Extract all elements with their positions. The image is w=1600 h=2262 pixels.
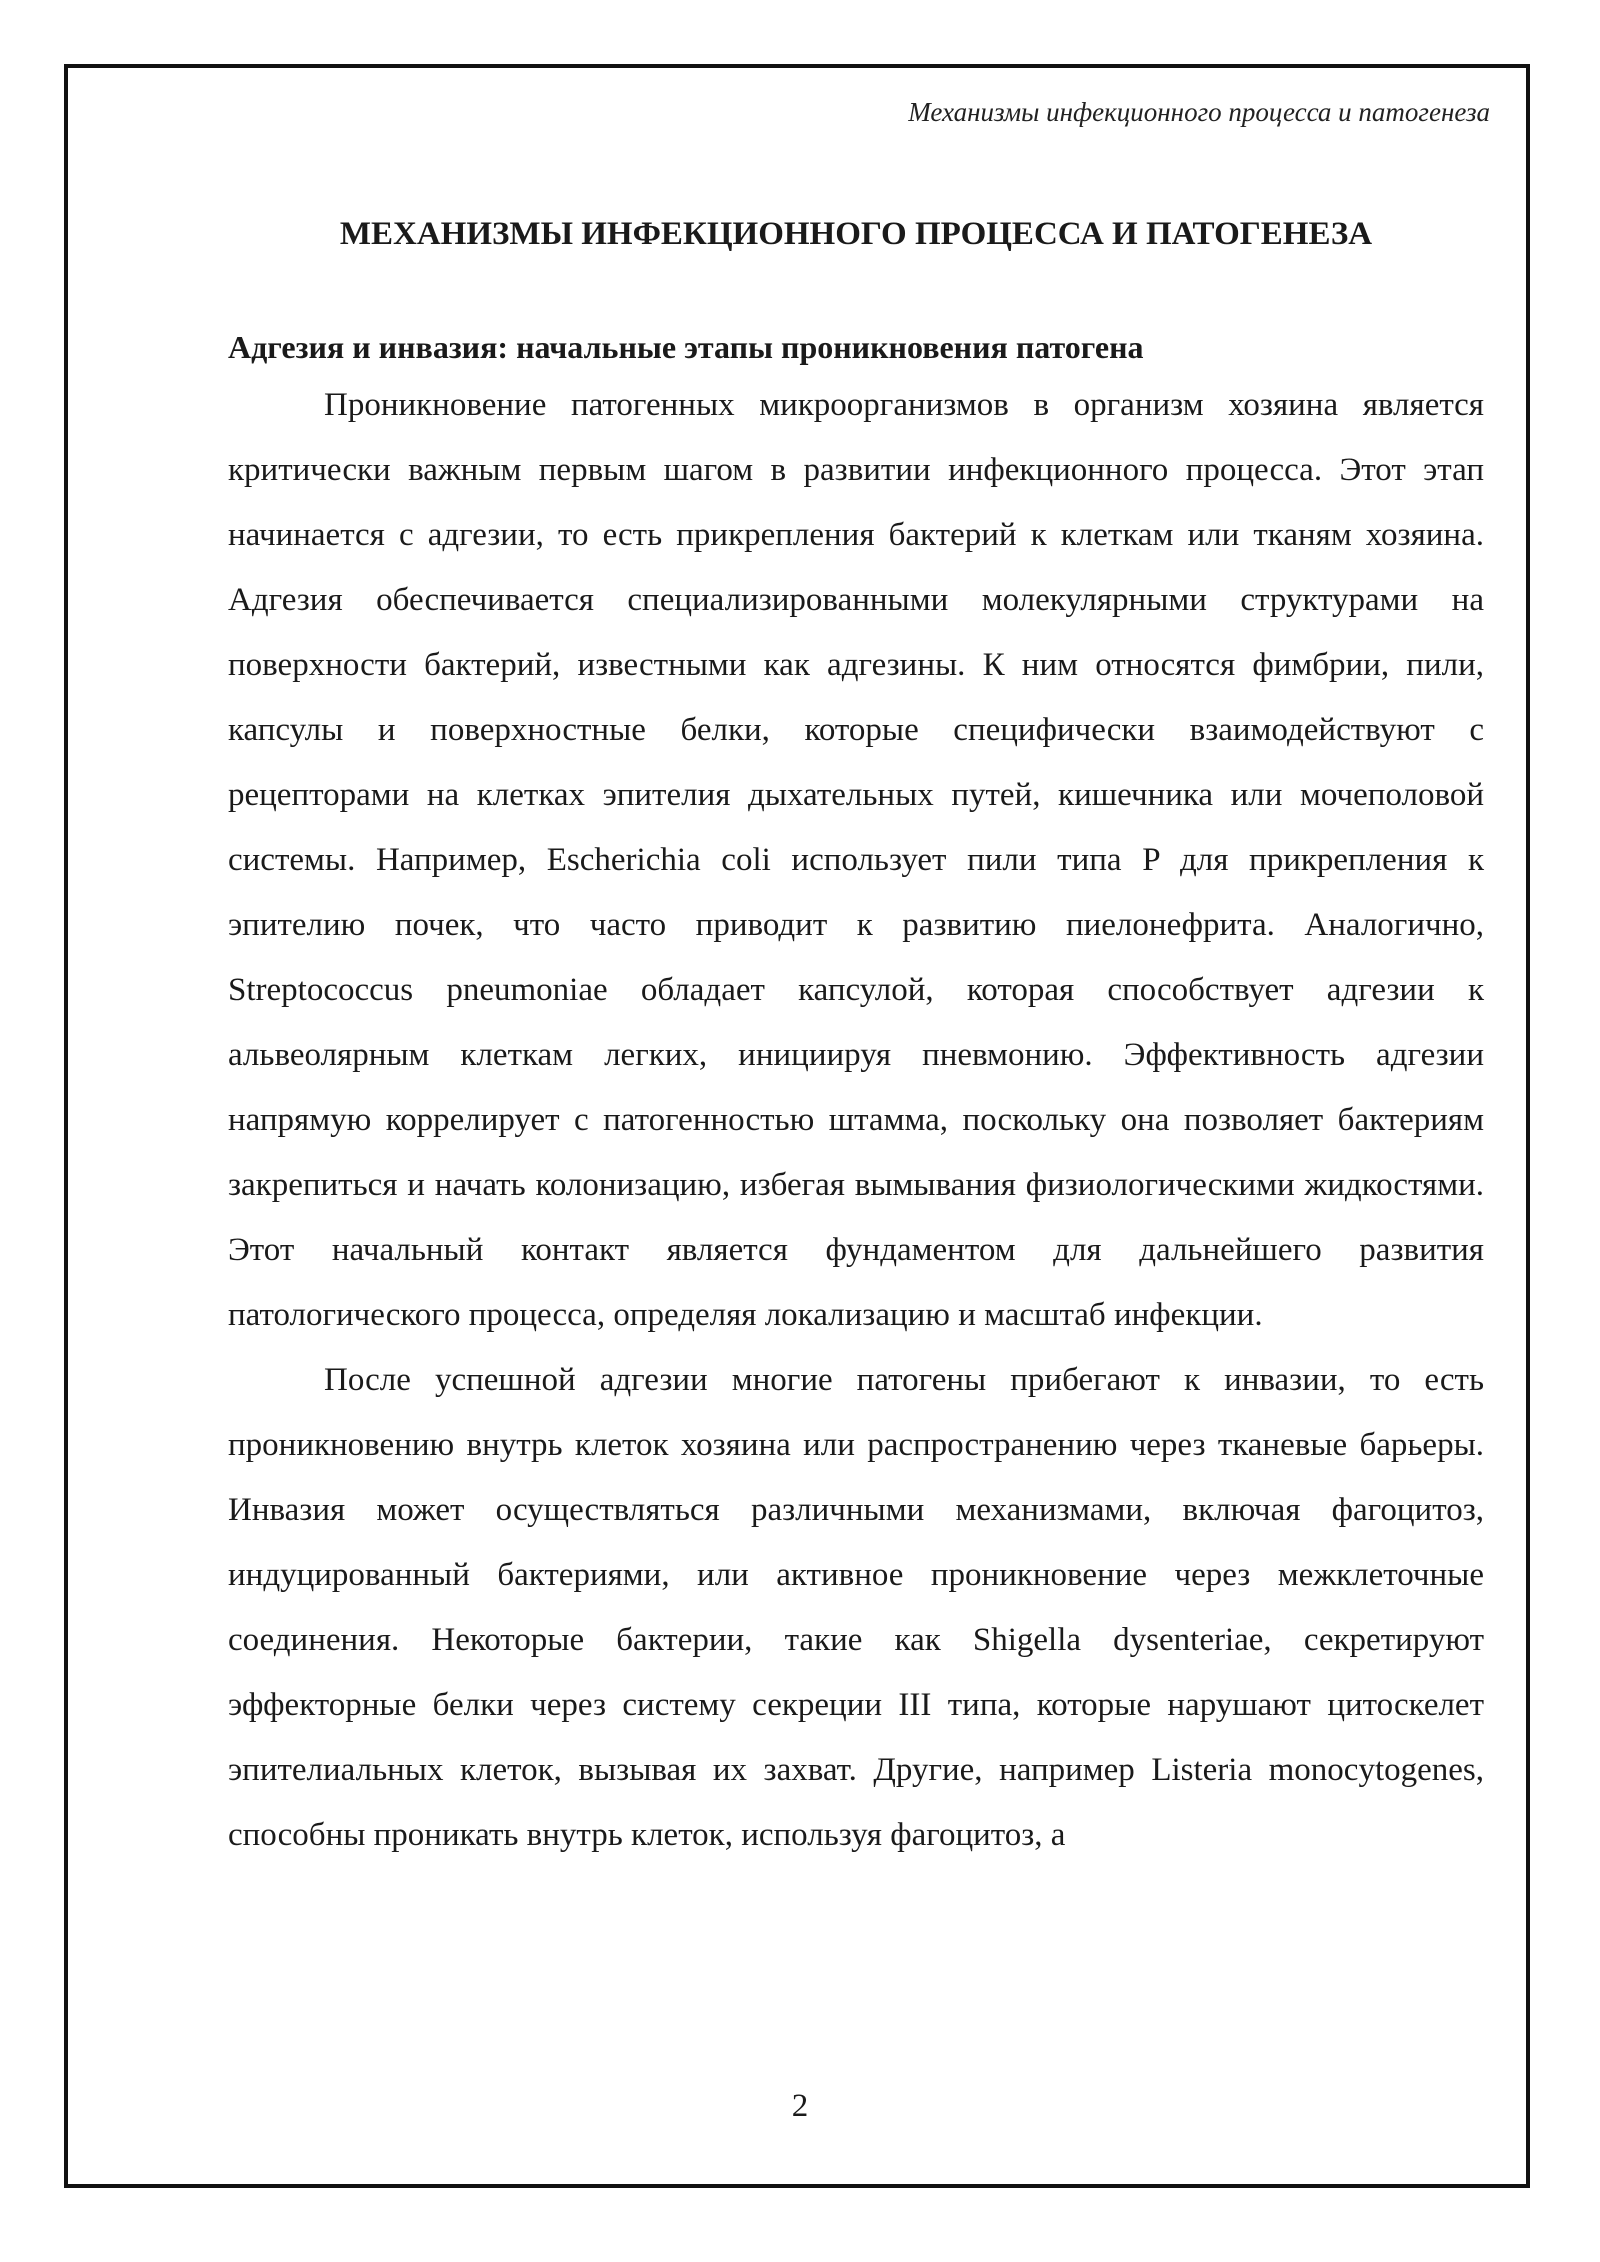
paragraph: Проникновение патогенных микроорганизмов в организм хозяина является критически важным первым шагом в развитии инфекционного процесса. Этот этап начинается с адгезии, то есть прикрепления бактерий к клеткам или тканям хозяина. Адгезия обеспечивается специализированными молекулярными структурами на поверхности бактерий, известными как адгезины. К ним относятся фимбрии, пили, капсулы и поверхностные белки, которые специфически взаимодействуют с рецепторами на клетках эпителия дыхательных путей, кишечника или мочеполовой системы. Например, Escherichia coli использует пили типа P для прикрепления к эпителию почек, что часто приводит к развитию пиелонефрита. Аналогично, Streptococcus pneumoniae обладает капсулой, которая способствует адгезии к альвеолярным клеткам легких, инициируя пневмонию. Эффективность адгезии напрямую коррелирует с патогенностью штамма, поскольку она позволяет бактериям закрепиться и начать колонизацию, избегая вымывания физиологическими жидкостями. Этот начальный контакт является фундаментом для дальнейшего развития патологического процесса, определяя локализацию и масштаб инфекции. bbox=[228, 387, 1484, 1333]
paragraph: После успешной адгезии многие патогены прибегают к инвазии, то есть проникновению внутрь клеток хозяина или распространению через тканевые барьеры. Инвазия может осуществляться различными механизмами, включая фагоцитоз, индуцированный бактериями, или активное проникновение через межклеточные соединения. Некоторые бактерии, такие как Shigella dysenteriae, секретируют эффекторные белки через систему секреции III типа, которые нарушают цитоскелет эпителиальных клеток, вызывая их захват. Другие, например Listeria monocytogenes, способны проникать внутрь клеток, используя фагоцитоз, а bbox=[228, 1362, 1484, 1853]
page-number: 2 bbox=[791, 2088, 809, 2124]
body-text bbox=[228, 373, 1484, 1868]
running-header: Механизмы инфекционного процесса и патогенеза bbox=[908, 97, 1490, 127]
section-heading: Адгезия и инвазия: начальные этапы проникновения патогена bbox=[228, 328, 1144, 365]
document-title: МЕХАНИЗМЫ ИНФЕКЦИОННОГО ПРОЦЕССА И ПАТОГЕНЕЗА bbox=[339, 216, 1373, 253]
